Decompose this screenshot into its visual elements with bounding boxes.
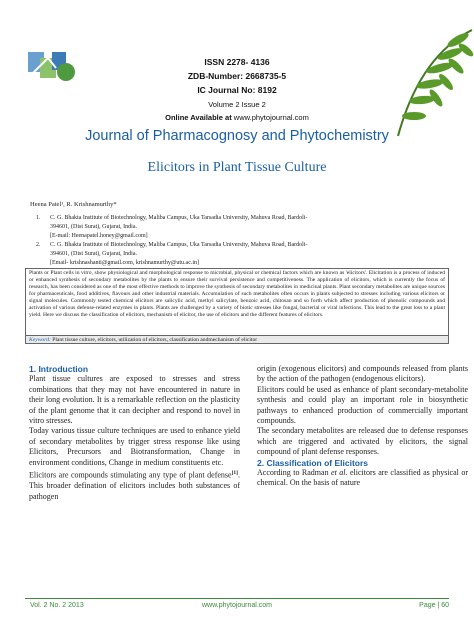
affiliation-number: 2.: [36, 242, 41, 248]
keywords-text: Plant tissue culture, elicitors, utilization of elicitors, classification andmechanism of elicitor: [52, 337, 258, 343]
keywords-line: [29, 337, 257, 344]
online-availability-line: [0, 113, 474, 122]
paragraph-text: Elicitors are compounds stimulating any type of plant defense: [29, 470, 232, 480]
citation-ref[interactable]: [1]: [231, 470, 238, 477]
paragraph-text: According to Radman: [257, 468, 332, 478]
paragraph-italic: et al.: [331, 468, 348, 478]
section-heading-classification: 2. Classification of Elicitors: [257, 457, 369, 468]
affiliation-email: [E-mail: Heenapatel.honey@gmail.com]: [50, 233, 148, 239]
zdb-number-line: ZDB-Number: 2668735-5: [187, 71, 287, 81]
paragraph: Today various tissue culture techniques are used to enhance yield of secondary metabolites by trigger stress response like using Elicitors, Precursors and Biotransformation, Change in environment conditions, Change in medium constituents etc.: [29, 426, 240, 467]
left-column: [29, 364, 240, 502]
right-column: [257, 364, 468, 489]
volume-issue-line: Volume 2 Issue 2: [208, 100, 266, 109]
author-line: Heena Patel¹, R. Krishnamurthy*: [30, 201, 117, 208]
paragraph: The secondary metabolites are released due to defense responses which are triggered and activated by elicitors, the signal compound of plant defense responses.: [257, 426, 468, 457]
paragraph: origin (exogenous elicitors) and compounds released from plants by the action of the pathogen (endogenous elicitors).: [257, 364, 468, 384]
paragraph: [257, 468, 468, 489]
affiliation-number: 1.: [36, 215, 41, 221]
journal-title: Journal of Pharmacognosy and Phytochemistry: [85, 128, 389, 144]
affiliation-line: C. G. Bhakta Institute of Biotechnology, Maliba Campus, Uka Tarsadia University, Mahuva Road, Bardoli-: [50, 215, 308, 221]
affiliation-1: [36, 214, 430, 241]
footer-divider: [25, 598, 449, 599]
online-label: Online Available at: [165, 113, 232, 122]
abstract-text: Plants or Plant cells in vitro, show physiological and morphological response to microbial, physical or chemical factors which are known as 'elicitors'. Elicitation is a process of induced or enhanced synthesis of secondary metabolites by the plants to ensure their survival persistence and competitiveness. The application of elicitors, which is currently the focus of research, has been considered as one of the most effective methods to improve the synthesis of secondary metabolites in medicinal plants. Plant secondary metabolites are unique sources for pharmaceuticals, food additives, flavours and other industrial materials. Accumulation of such metabolites often occurs in plants subjected to stresses including various elicitors or signal molecules. Commonly tested chemical elicitors are salicylic acid, methyl salicylate, benzoic acid, chitosan and so forth which affect production of phenolic compounds and activation of various defense-related enzymes in plants. Plants are challenged by a variety of biotic stresses like fungal, bacterial or viral infections. This lead to the great loss to a plant yield. Here we discuss the classification of elicitors, mechanism of elicitor, the use of elicitors and the different features of elicitors.: [29, 270, 445, 318]
affiliation-2: [36, 241, 430, 268]
affiliation-line: C. G. Bhakta Institute of Biotechnology, Maliba Campus, Uka Tarsadia University, Mahuva Road, Bardoli-: [50, 242, 308, 248]
affiliation-line: 394601, (Dist Surat), Gujarat, India.: [50, 224, 137, 230]
paragraph: [29, 468, 240, 502]
online-url-link[interactable]: www.phytojournal.com: [233, 113, 309, 122]
affiliation-email: [Email- krishnashanti@gmail.com, krishnamurthy@utu.ac.in]: [50, 260, 200, 266]
footer-website-link[interactable]: www.phytojournal.com: [201, 602, 273, 609]
affiliation-line: 394601, (Dist Surat), Gujarat, India.: [50, 251, 137, 257]
footer-volume: Vol. 2 No. 2 2013: [30, 602, 84, 609]
issn-line: ISSN 2278- 4136: [204, 57, 270, 67]
footer-page-number: Page | 60: [419, 602, 449, 609]
section-heading-introduction: 1. Introduction: [29, 364, 89, 374]
ic-journal-line: IC Journal No: 8192: [197, 85, 277, 95]
keywords-label: Keyword:: [29, 337, 51, 343]
paper-title: Elicitors in Plant Tissue Culture: [147, 160, 327, 175]
paragraph-text: elicitors are classified as physical or chemical. On the basis of nature: [257, 468, 468, 488]
paragraph-text: . This broader defination of elicitors includes both substances of pathogen: [29, 470, 240, 501]
paragraph: Plant tissue cultures are exposed to stresses and stress combinations that they may not have encountered in nature in their long evolution. It is a remarkable reflection on the plasticity of the plant genome that it can decipher and respond to novel in vitro stresses.: [29, 374, 240, 426]
paragraph: Elicitors could be used as enhance of plant secondary-metabolite synthesis and could play an important role in biosynthetic pathways to enhanced production of commercially important compounds.: [257, 384, 468, 426]
